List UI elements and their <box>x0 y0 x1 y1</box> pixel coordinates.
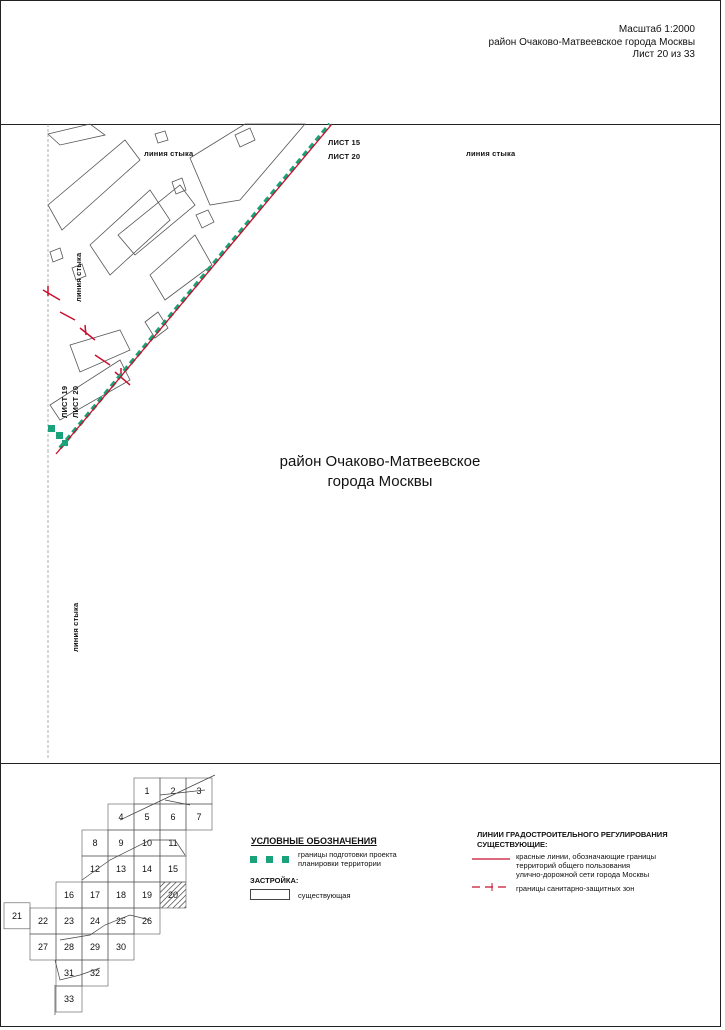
junction-label-top-left: линия стыка <box>144 149 194 158</box>
index-cell-number: 3 <box>196 786 202 796</box>
legend-red-lines-line1: красные линии, обозначающие границы <box>516 852 656 861</box>
legend-line-swatches <box>470 855 520 895</box>
index-cell-number: 7 <box>196 812 202 822</box>
index-cell-number: 13 <box>115 864 127 874</box>
legend-regulation-title-line1: ЛИНИИ ГРАДОСТРОИТЕЛЬНОГО РЕГУЛИРОВАНИЯ <box>477 830 668 839</box>
index-cell-number: 22 <box>37 916 49 926</box>
legend-regulation-title <box>477 830 668 849</box>
legend-existing-swatch <box>250 889 290 900</box>
legend-boundary-swatch <box>282 856 289 863</box>
legend-sanitary-text: границы санитарно-защитных зон <box>516 884 635 893</box>
index-cell-number: 17 <box>89 890 101 900</box>
scale-text: Масштаб 1:2000 <box>618 24 695 35</box>
legend-boundary-text <box>298 850 397 868</box>
legend-title: УСЛОВНЫЕ ОБОЗНАЧЕНИЯ <box>251 836 377 846</box>
sheet-label-top-a: ЛИСТ 15 <box>328 138 361 147</box>
index-cell-number: 2 <box>170 786 176 796</box>
sheet-label-left-a: ЛИСТ 19 <box>60 385 69 418</box>
index-cell-number: 8 <box>92 838 98 848</box>
index-cell-number: 12 <box>89 864 101 874</box>
index-cell-number: 1 <box>144 786 150 796</box>
index-cell-number: 31 <box>63 968 75 978</box>
index-cell-number: 29 <box>89 942 101 952</box>
index-cell-number: 19 <box>141 890 153 900</box>
index-cell-number: 24 <box>89 916 101 926</box>
district-label-line2: города Москвы <box>327 473 433 490</box>
sheet-label-left-b: ЛИСТ 20 <box>71 385 80 418</box>
index-cell-number: 33 <box>63 994 75 1004</box>
index-cell-number: 11 <box>168 838 178 848</box>
index-cell-number: 25 <box>115 916 127 926</box>
index-cell-number: 30 <box>115 942 127 952</box>
index-cell-number: 27 <box>37 942 49 952</box>
legend-existing-text: существующая <box>298 891 351 900</box>
legend-red-lines-line2: территорий общего пользования <box>516 861 631 870</box>
index-cell-number: 6 <box>170 812 176 822</box>
sheet-number-text: Лист 20 из 33 <box>632 49 695 60</box>
index-cell-number: 16 <box>63 890 75 900</box>
legend-regulation-title-line2: СУЩЕСТВУЮЩИЕ: <box>477 839 548 849</box>
index-cell-number: 5 <box>144 812 150 822</box>
index-cell-number: 14 <box>141 864 153 874</box>
index-cell-number: 18 <box>115 890 127 900</box>
index-cell-number: 26 <box>141 916 153 926</box>
index-cell-number: 32 <box>89 968 101 978</box>
legend-boundary-line1: границы подготовки проекта <box>298 850 397 859</box>
legend-boundary-swatch <box>266 856 273 863</box>
index-cell-number: 28 <box>63 942 75 952</box>
legend-red-lines-text <box>516 852 656 879</box>
legend-boundary-line2: планировки территории <box>298 859 381 868</box>
junction-label-top-right: линия стыка <box>466 149 516 158</box>
junction-label-left-lower: линия стыка <box>71 602 80 652</box>
junction-label-left-upper: линия стыка <box>74 252 83 302</box>
legend-buildings-heading: ЗАСТРОЙКА: <box>250 876 299 885</box>
index-cell-number: 23 <box>63 916 75 926</box>
district-label-line1: район Очаково-Матвеевское <box>279 453 481 470</box>
index-cell-number: 10 <box>141 838 153 848</box>
sheet-label-top-b: ЛИСТ 20 <box>328 152 361 161</box>
district-text: район Очаково-Матвеевское города Москвы <box>488 36 695 48</box>
legend-boundary-swatch <box>250 856 257 863</box>
legend-red-lines-line3: улично-дорожной сети города Москвы <box>516 870 650 879</box>
index-cell-number: 9 <box>118 838 124 848</box>
index-cell-number: 4 <box>118 812 124 822</box>
index-cell-number: 20 <box>167 890 179 900</box>
index-cell-number: 15 <box>167 864 179 874</box>
index-cell-number: 21 <box>11 910 23 921</box>
